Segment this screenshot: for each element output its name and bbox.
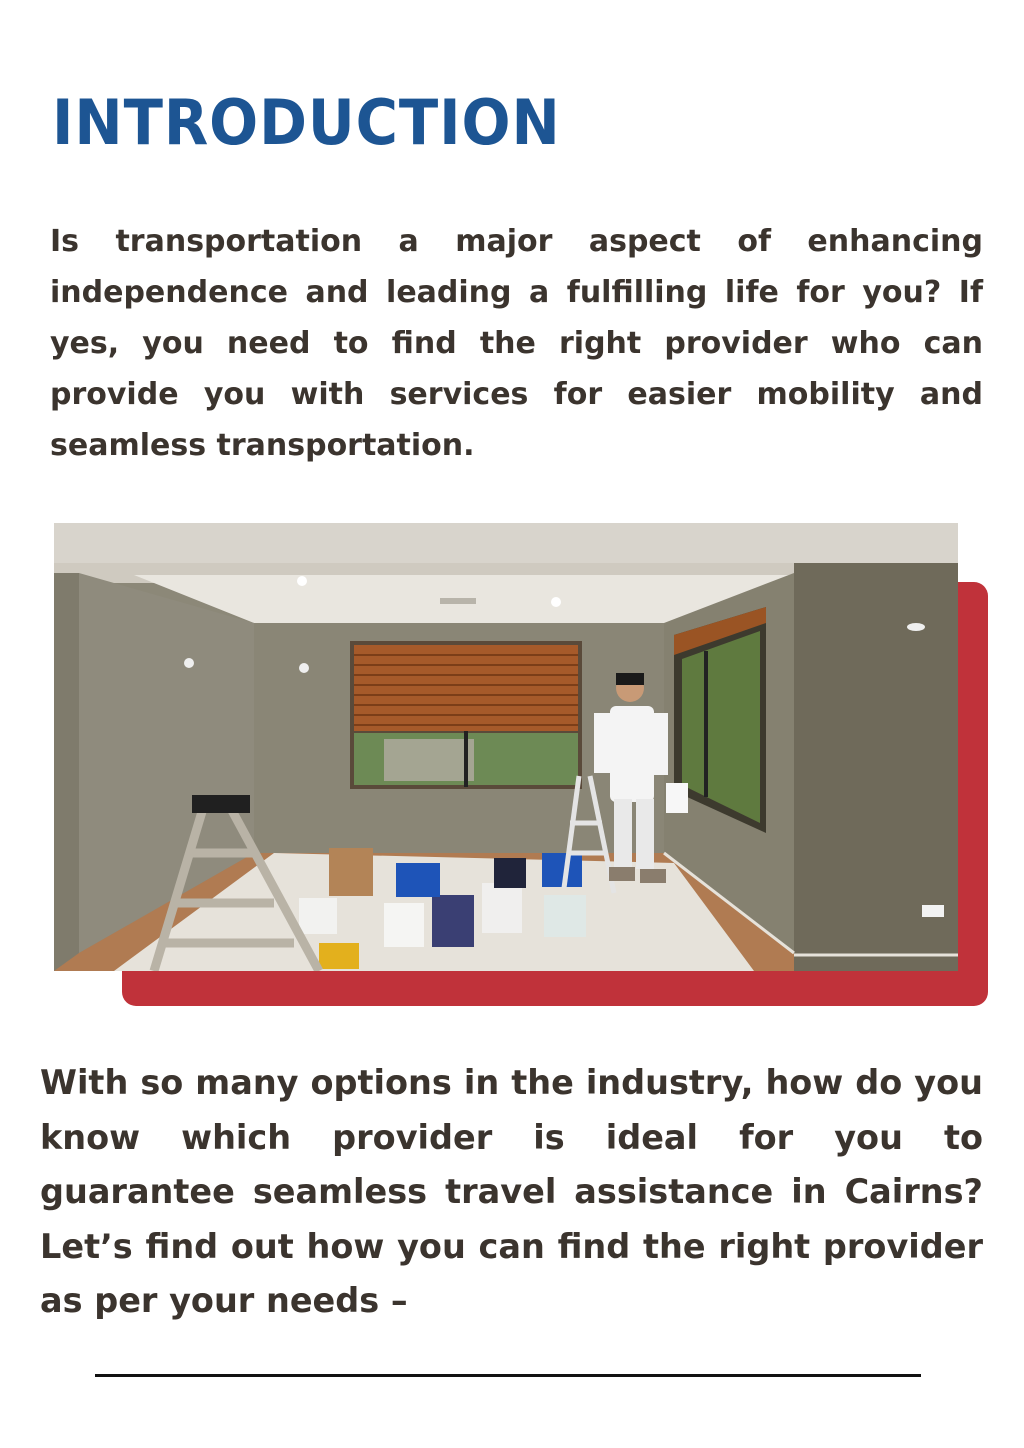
room-painting-photo bbox=[54, 523, 958, 971]
divider-line bbox=[95, 1374, 921, 1377]
intro-paragraph: Is transportation a major aspect of enhancing independence and leading a fulfilling life for you? If yes, you need to find the right provider who can provide you with services for easier mobility and seamless transportation. bbox=[50, 224, 983, 463]
body-paragraph: With so many options in the industry, how do you know which provider is ideal for you to guarantee seamless travel assistance in Cairns? Let’s find out how you can find the right provider as per your needs – bbox=[40, 1063, 983, 1320]
page-heading: INTRODUCTION bbox=[52, 86, 561, 159]
